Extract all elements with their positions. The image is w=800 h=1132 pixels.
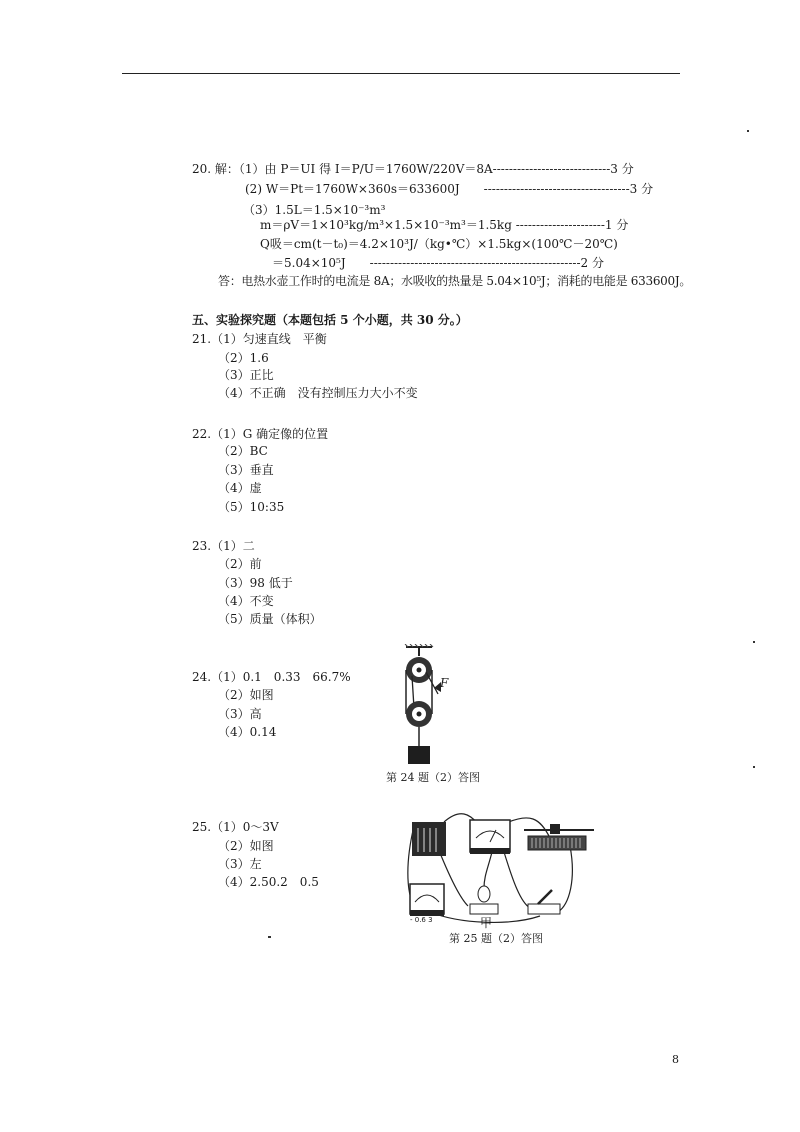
q24-line: 24.（1）0.1 0.33 66.7% — [192, 670, 351, 684]
q24-line: （2）如图 — [218, 688, 274, 702]
scan-speck — [753, 641, 755, 643]
q21-line: （2）1.6 — [218, 351, 269, 365]
q20-line-6: ＝5.04×10⁵J ----------------------------------------------------2 分 — [272, 256, 604, 270]
q22-line: （3）垂直 — [218, 463, 274, 477]
q23-line: 23.（1）二 — [192, 539, 255, 553]
q20-line-4: m＝ρV＝1×10³kg/m³×1.5×10⁻³m³＝1.5kg ----------------------1 分 — [260, 218, 629, 232]
q25-line: （2）如图 — [218, 839, 274, 853]
q20-answer: 答：电热水壶工作时的电流是 8A；水吸收的热量是 5.04×10⁵J；消耗的电能是 633600J。 — [218, 274, 692, 288]
meter-terminal-labels: - 0.6 3 — [410, 916, 433, 924]
q24-line: （3）高 — [218, 707, 262, 721]
circuit-diagram — [400, 808, 600, 926]
q21-line: （4）不正确 没有控制压力大小不变 — [218, 386, 418, 400]
q23-line: （2）前 — [218, 557, 262, 571]
q22-line: （4）虚 — [218, 481, 262, 495]
q24-line: （4）0.14 — [218, 725, 277, 739]
q21-line: （3）正比 — [218, 368, 274, 382]
header-rule — [122, 73, 680, 74]
q22-line: （5）10:35 — [218, 500, 285, 514]
scan-speck — [268, 936, 271, 938]
q20-line-1: 20. 解：（1）由 P＝UI 得 I＝P/U＝1760W/220V＝8A-----------------------------3 分 — [192, 162, 634, 176]
q21-line: 21.（1）匀速直线 平衡 — [192, 332, 327, 346]
q23-line: （5）质量（体积） — [218, 612, 322, 626]
page-number: 8 — [672, 1053, 679, 1066]
scan-speck — [753, 766, 755, 768]
force-label: F — [440, 676, 449, 690]
q25-line: （4）2.50.2 0.5 — [218, 875, 319, 889]
q22-line: （2）BC — [218, 444, 268, 458]
q20-line-5: Q吸＝cm(t－t₀)＝4.2×10³J/（kg•℃）×1.5kg×(100℃－20℃) — [260, 237, 618, 251]
pulley-diagram — [392, 644, 452, 768]
figure-label: 甲 — [480, 916, 493, 930]
q20-line-3: （3）1.5L＝1.5×10⁻³m³ — [243, 203, 386, 217]
q23-line: （3）98 低于 — [218, 576, 293, 590]
q25-line: （3）左 — [218, 857, 262, 871]
q24-caption: 第 24 题（2）答图 — [386, 771, 480, 784]
q25-caption: 第 25 题（2）答图 — [449, 932, 543, 945]
q25-line: 25.（1）0～3V — [192, 820, 279, 834]
q20-line-2: (2) W＝Pt＝1760W×360s＝633600J ------------------------------------3 分 — [245, 182, 654, 196]
q23-line: （4）不变 — [218, 594, 274, 608]
scan-speck — [747, 130, 749, 132]
q22-line: 22.（1）G 确定像的位置 — [192, 427, 329, 441]
section-heading: 五、实验探究题（本题包括 5 个小题，共 30 分。） — [192, 313, 468, 327]
